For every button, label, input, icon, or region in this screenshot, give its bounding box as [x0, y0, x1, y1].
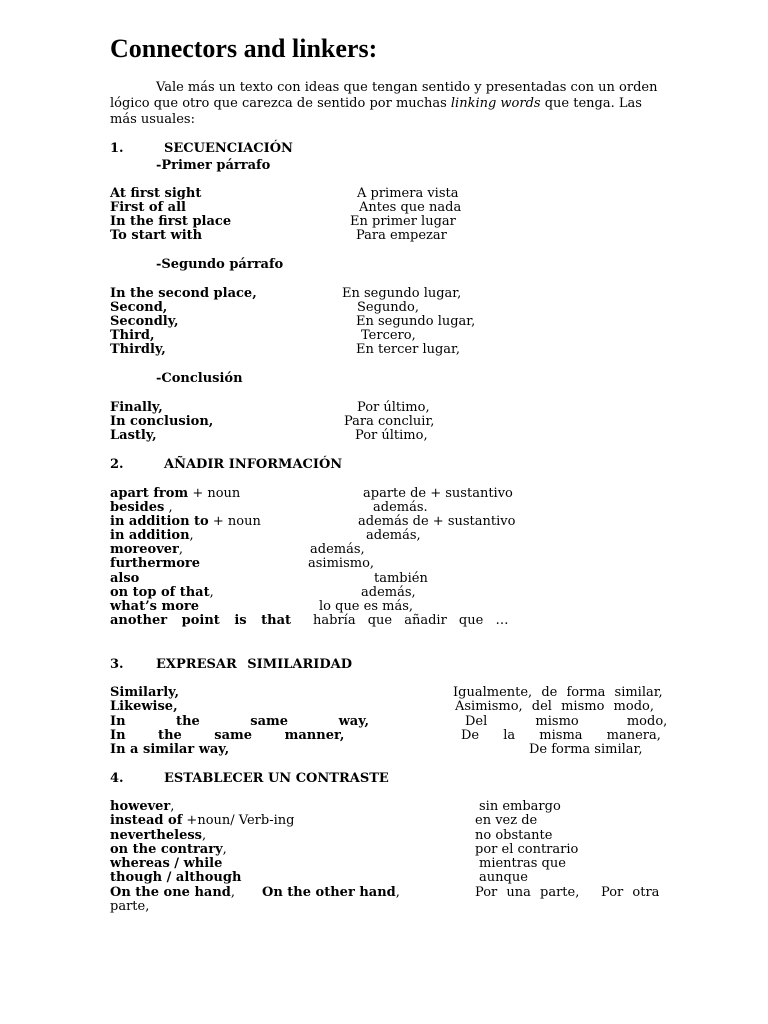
row-en: First of all — [110, 200, 186, 215]
row-es: Por último, — [355, 428, 428, 443]
row-es: lo que es más, — [319, 599, 414, 614]
row-es: Del mismo modo, — [465, 714, 668, 729]
section-1-number: 1. — [110, 141, 124, 156]
row-en: on top of that, — [110, 585, 214, 600]
row-es: En segundo lugar, — [356, 314, 476, 329]
row-es: en vez de — [475, 813, 538, 828]
row-en: In a similar way, — [110, 742, 230, 757]
row-en: In the same manner, — [110, 728, 345, 743]
row-en: apart from + noun — [110, 486, 241, 501]
row-es: Igualmente, de forma similar, — [453, 685, 663, 700]
row-en: At first sight — [110, 186, 202, 201]
section-1-sub-3: -Conclusión — [156, 371, 243, 386]
row-en: In the same way, — [110, 714, 370, 729]
row-es: habría que añadir que … — [313, 613, 509, 628]
row-es: además, — [310, 542, 365, 557]
row-es: no obstante — [475, 828, 553, 843]
section-3-number: 3. — [110, 657, 124, 672]
row-en: On the one hand, — [110, 885, 236, 900]
row-en: though / although — [110, 870, 242, 885]
row-es: En tercer lugar, — [356, 342, 460, 357]
row-es: por el contrario — [475, 842, 579, 857]
row-es: En primer lugar — [350, 214, 456, 229]
row-en: nevertheless, — [110, 828, 207, 843]
row-es: Por último, — [357, 400, 430, 415]
row-en: another point is that — [110, 613, 291, 628]
section-4-number: 4. — [110, 771, 124, 786]
row-en: Third, — [110, 328, 155, 343]
row-en: instead of +noun/ Verb-ing — [110, 813, 295, 828]
row-es: además. — [373, 500, 428, 515]
row-es: asimismo, — [308, 556, 375, 571]
row-en: Finally, — [110, 400, 163, 415]
row-en: besides , — [110, 500, 173, 515]
row-es: aparte de + sustantivo — [363, 486, 513, 501]
row-es-continuation: parte, — [110, 899, 150, 914]
row-en: also — [110, 571, 140, 586]
row-es: De forma similar, — [529, 742, 643, 757]
row-es: Para concluir, — [344, 414, 435, 429]
section-3-title: EXPRESAR SIMILARIDAD — [156, 657, 352, 672]
row-en: On the other hand, — [262, 885, 400, 900]
row-es: En segundo lugar, — [342, 286, 462, 301]
section-2-title: AÑADIR INFORMACIÓN — [164, 457, 343, 472]
row-es: Asimismo, del mismo modo, — [455, 699, 654, 714]
row-es: De la misma manera, — [461, 728, 661, 743]
row-en: In conclusion, — [110, 414, 214, 429]
row-en: Second, — [110, 300, 168, 315]
row-es: sin embargo — [479, 799, 561, 814]
row-en: furthermore — [110, 556, 201, 571]
row-es: además, — [366, 528, 421, 543]
row-en: in addition, — [110, 528, 194, 543]
row-en: on the contrary, — [110, 842, 227, 857]
row-es: A primera vista — [357, 186, 459, 201]
intro-text-2: que tenga. Las más usuales: — [110, 96, 642, 127]
section-2-number: 2. — [110, 457, 124, 472]
row-en: in addition to + noun — [110, 514, 261, 529]
intro-italic: linking words — [450, 96, 541, 111]
row-en: moreover, — [110, 542, 184, 557]
row-es: Para empezar — [356, 228, 447, 243]
row-en: whereas / while — [110, 856, 223, 871]
row-es: Antes que nada — [359, 200, 462, 215]
row-en: Likewise, — [110, 699, 178, 714]
row-es: además, — [361, 585, 416, 600]
intro-paragraph — [110, 80, 660, 128]
row-en: Lastly, — [110, 428, 157, 443]
row-en: however, — [110, 799, 175, 814]
row-es: también — [374, 571, 428, 586]
section-1-sub-2: -Segundo párrafo — [156, 257, 284, 272]
row-es: Por otra — [601, 885, 660, 900]
row-es: Por una parte, — [475, 885, 580, 900]
row-en: In the second place, — [110, 286, 257, 301]
row-es: mientras que — [479, 856, 566, 871]
row-en: Thirdly, — [110, 342, 166, 357]
row-en: Secondly, — [110, 314, 179, 329]
row-es: además de + sustantivo — [358, 514, 516, 529]
row-en: Similarly, — [110, 685, 180, 700]
page-title: Connectors and linkers: — [110, 34, 378, 63]
row-en: In the first place — [110, 214, 232, 229]
row-en: what’s more — [110, 599, 199, 614]
section-4-title: ESTABLECER UN CONTRASTE — [164, 771, 389, 786]
row-es: aunque — [479, 870, 528, 885]
row-es: Tercero, — [361, 328, 416, 343]
row-es: Segundo, — [357, 300, 419, 315]
section-1-title: SECUENCIACIÓN — [164, 141, 293, 156]
row-en: To start with — [110, 228, 203, 243]
intro-text-1: Vale más un texto con ideas que tengan sentido y presentadas con un orden lógico que otro que carezca de sentido por muchas — [110, 80, 658, 111]
section-1-sub-1: -Primer párrafo — [156, 158, 271, 173]
